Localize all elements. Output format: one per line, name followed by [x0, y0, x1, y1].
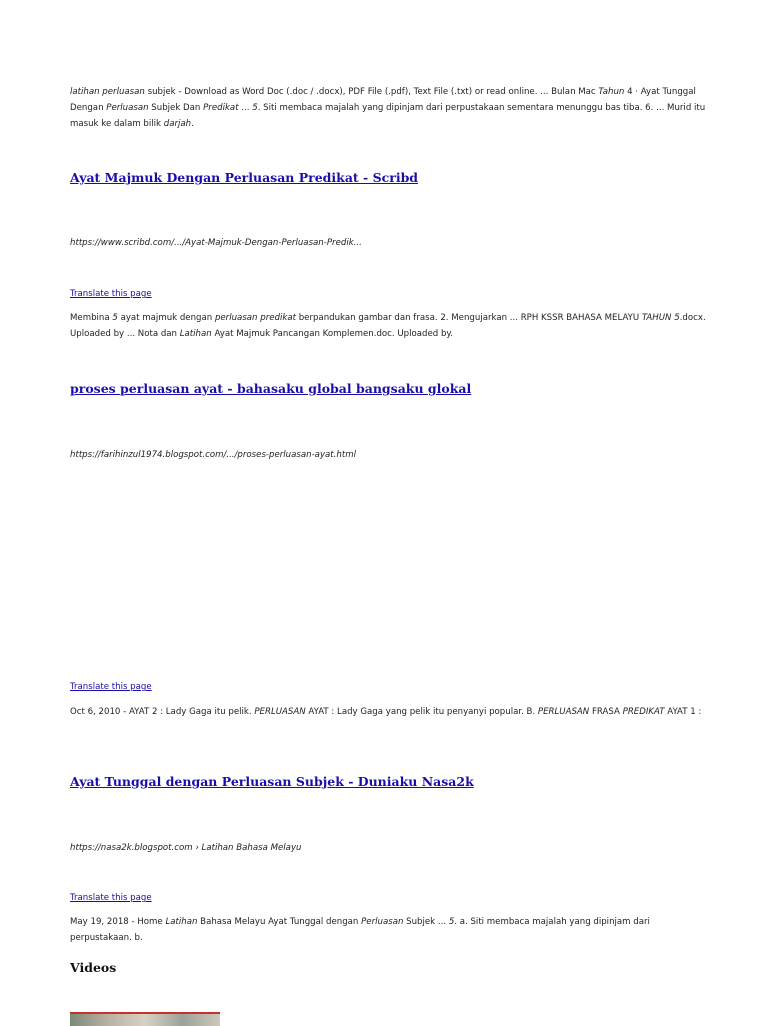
- result-title-bahasaku[interactable]: proses perluasan ayat - bahasaku global bangsaku glokal: [70, 381, 472, 396]
- snippet-text: Subjek ...: [403, 917, 449, 927]
- translate-link-scribd[interactable]: Translate this page: [70, 289, 152, 299]
- videos-heading: Videos: [70, 960, 117, 975]
- translate-link-bahasaku[interactable]: Translate this page: [70, 682, 152, 692]
- snippet-text: Latihan: [165, 917, 198, 927]
- snippet-text: . a. Siti membaca majalah yang dipinjam dari perpustakaan. b.: [70, 917, 650, 943]
- snippet-text: latihan perluasan: [70, 87, 145, 97]
- snippet-text: . Siti membaca majalah yang dipinjam dari perpustakaan sementara menunggu bas tiba. 6. ... Murid itu masuk ke dalam bilik: [70, 103, 706, 129]
- snippet-text: 5: [112, 313, 118, 323]
- result-snippet-nasa2k: [70, 914, 710, 946]
- result-url-scribd: https://www.scribd.com/.../Ayat-Majmuk-Dengan-Perluasan-Predik...: [70, 238, 362, 248]
- snippet-text: berpandukan gambar dan frasa. 2. Mengujarkan ... RPH KSSR BAHASA MELAYU: [295, 313, 642, 323]
- snippet-text: .docx. Uploaded by ... Nota dan: [70, 313, 706, 339]
- snippet-text: PERLUASAN: [537, 707, 590, 717]
- snippet-text: May 19, 2018 - Home: [70, 917, 166, 927]
- snippet-text: 5: [252, 103, 258, 113]
- snippet-text: Perluasan: [106, 103, 149, 113]
- translate-link-nasa2k[interactable]: Translate this page: [70, 893, 152, 903]
- snippet-text: TAHUN 5: [641, 313, 680, 323]
- snippet-text: Bahasa Melayu Ayat Tunggal dengan: [197, 917, 362, 927]
- snippet-text: 5: [448, 917, 455, 927]
- result-title-nasa2k[interactable]: Ayat Tunggal dengan Perluasan Subjek - Duniaku Nasa2k: [70, 774, 474, 789]
- snippet-text: .: [191, 119, 194, 129]
- snippet-text: Latihan: [179, 329, 212, 339]
- snippet-text: Ayat Majmuk Pancangan Komplemen.doc. Uploaded by.: [211, 329, 453, 339]
- snippet-text: AYAT 1 :: [664, 707, 702, 717]
- snippet-text: Subjek Dan: [148, 103, 204, 113]
- result-url-nasa2k: https://nasa2k.blogspot.com › Latihan Bahasa Melayu: [70, 843, 302, 853]
- snippet-text: ayat majmuk dengan: [117, 313, 215, 323]
- snippet-text: perluasan predikat: [214, 313, 296, 323]
- snippet-text: FRASA: [589, 707, 623, 717]
- result-url-bahasaku: https://farihinzul1974.blogspot.com/.../proses-perluasan-ayat.html: [70, 450, 356, 460]
- snippet-text: subjek - Download as Word Doc (.doc / .docx), PDF File (.pdf), Text File (.txt) or read online. ... Bulan Mac: [144, 87, 599, 97]
- snippet-text: AYAT : Lady Gaga yang pelik itu penyanyi popular. B.: [305, 707, 538, 717]
- snippet-text: PERLUASAN: [254, 707, 306, 717]
- snippet-text: ...: [238, 103, 253, 113]
- snippet-text: Predikat: [203, 103, 239, 113]
- result-snippet-bahasaku: [70, 704, 710, 720]
- snippet-text: Tahun: [598, 87, 625, 97]
- snippet-text: Perluasan: [361, 917, 404, 927]
- result-snippet-0: [70, 84, 710, 132]
- snippet-text: darjah: [163, 119, 192, 129]
- snippet-text: Oct 6, 2010 - AYAT 2 : Lady Gaga itu pelik.: [70, 707, 255, 717]
- snippet-text: 4 · Ayat Tunggal Dengan: [70, 87, 696, 113]
- snippet-text: Membina: [70, 313, 113, 323]
- snippet-text: PREDIKAT: [622, 707, 665, 717]
- result-snippet-scribd: [70, 310, 710, 342]
- result-title-scribd[interactable]: Ayat Majmuk Dengan Perluasan Predikat - Scribd: [70, 170, 419, 185]
